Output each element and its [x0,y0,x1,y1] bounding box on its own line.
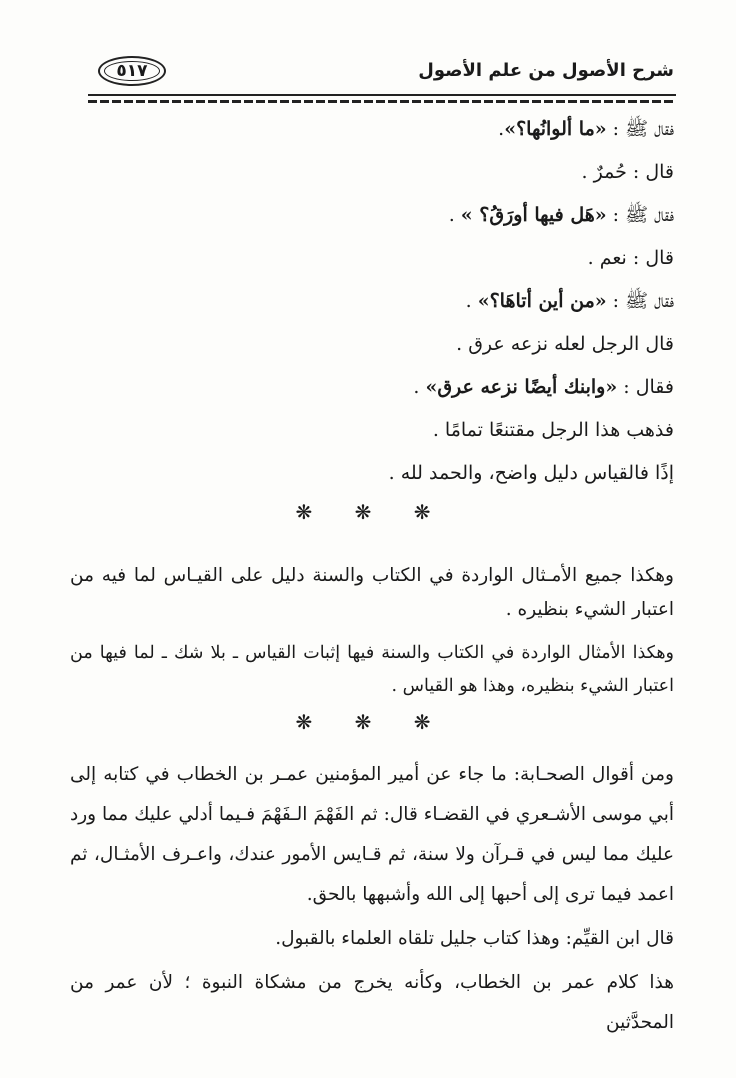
dialogue-line: قال : حُمرٌ . [581,161,674,183]
dialogue-line: إذًا فالقياس دليل واضح، والحمد لله . [388,462,674,484]
dialogue-line: فقال ﷺ : «من أين أتاهَا؟» . [465,290,674,312]
dialogue-line: قال الرجل لعله نزعه عرق . [456,333,674,355]
dialogue-line: فقال : «وابنك أيضًا نزعه عرق» . [413,376,674,398]
paragraph-umar: هذا كلام عمر بن الخطاب، وكأنه يخرج من مشكاة النبوة ؛ لأن عمر من المحدَّثين [70,972,674,1033]
page-number-badge: ٥١٧ [98,56,166,86]
section-separator: ❋ ❋ ❋ [295,500,449,524]
header-rule [88,94,676,106]
book-title: شرح الأصول من علم الأصول [418,60,674,81]
dialogue-block [70,108,674,495]
page-body [70,108,674,1047]
section-separator: ❋ ❋ ❋ [295,710,449,734]
paragraph-ibn-qayyim: قال ابن القيِّم: وهذا كتاب جليل تلقاه العلماء بالقبول. [275,928,674,949]
page-header [80,50,674,90]
dialogue-line: فقال ﷺ : «ما ألوانُها؟». [498,118,674,140]
paragraph-analogies: وهكذا جميع الأمـثال الواردة في الكتاب والسنة دليل على القيـاس لما فيه من اعتبار الشيء بنظيره . [70,565,674,620]
dialogue-line: قال : نعم . [587,247,674,269]
dialogue-line: فقال ﷺ : «هَل فيها أورَقُ؟ » . [448,204,674,226]
paragraph-companions: ومن أقوال الصحـابة: ما جاء عن أمير المؤمنين عمـر بن الخطاب في كتابه إلى أبي موسى الأشـعري في القضـاء قال: ثم الفَهْمَ الـفَهْمَ فـيما أدلي عليك مما ورد عليك مما ليس في قـرآن ولا سنة، ثم قـايس الأمور عندك، واعـرف الأمثـال، ثم اعمد فيما ترى إلى أحبها إلى الله وأشبهها بالحق. [70,764,674,905]
paragraph-analogies-note: وهكذا الأمثال الواردة في الكتاب والسنة فيها إثبات القياس ـ بلا شك ـ لما فيها من اعتبار الشيء بنظيره، وهذا هو القياس . [70,643,674,696]
dialogue-line: فذهب هذا الرجل مقتنعًا تمامًا . [432,419,674,441]
